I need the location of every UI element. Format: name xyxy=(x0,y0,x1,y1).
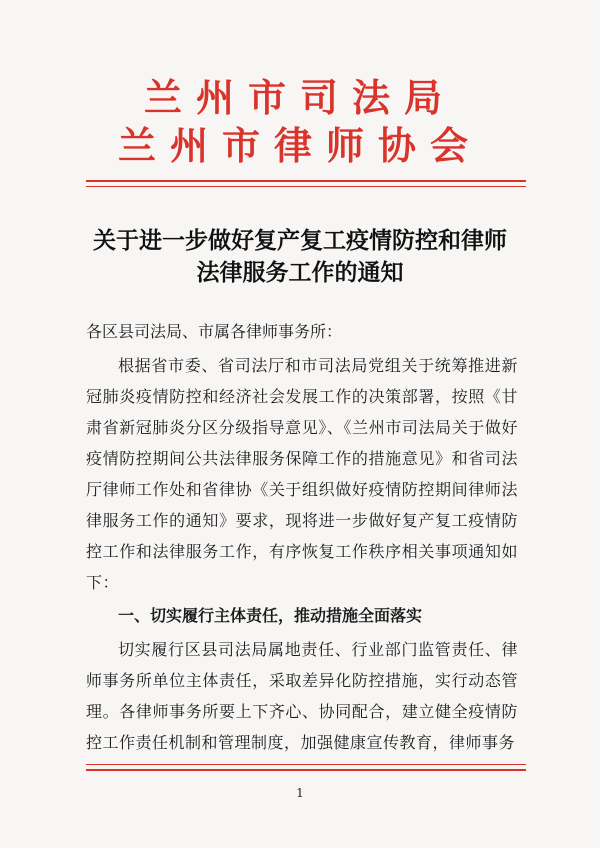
letterhead-rule-thin xyxy=(86,186,526,187)
salutation: 各区县司法局、市属各律师事务所： xyxy=(86,322,343,341)
letterhead-line-2: 兰州市律师协会 xyxy=(117,123,482,168)
footer-rule-thin xyxy=(86,764,526,765)
letterhead-rule-thick xyxy=(86,180,526,182)
page-number: 1 xyxy=(296,786,304,800)
section-1-heading: 一、切实履行主体责任，推动措施全面落实 xyxy=(118,606,423,625)
document-title-line-2: 法律服务工作的通知 xyxy=(196,260,404,286)
document-title-line-1: 关于进一步做好复产复工疫情防控和律师 xyxy=(93,228,507,254)
body-paragraph-2: 切实履行区县司法局属地责任、行业部门监管责任、律师事务所单位主体责任，采取差异化防控措施，实行动态管理。各律师事务所要上下齐心、协同配合，建立健全疫情防控工作责任机制和管理制度，加强健康宣传教育，律师事务 xyxy=(86,640,518,752)
footer-rule-thick xyxy=(86,769,526,771)
letterhead-line-1: 兰州市司法局 xyxy=(143,75,456,120)
body-paragraph-1: 根据省市委、省司法厅和市司法局党组关于统筹推进新冠肺炎疫情防控和经济社会发展工作的决策部署，按照《甘肃省新冠肺炎分区分级指导意见》、《兰州市司法局关于做好疫情防控期间公共法律服务保障工作的措施意见》和省司法厅律师工作处和省律协《关于组织做好疫情防控期间律师法律服务工作的通知》要求，现将进一步做好复产复工疫情防控工作和法律服务工作，有序恢复工作秩序相关事项通知如下： xyxy=(86,356,518,592)
